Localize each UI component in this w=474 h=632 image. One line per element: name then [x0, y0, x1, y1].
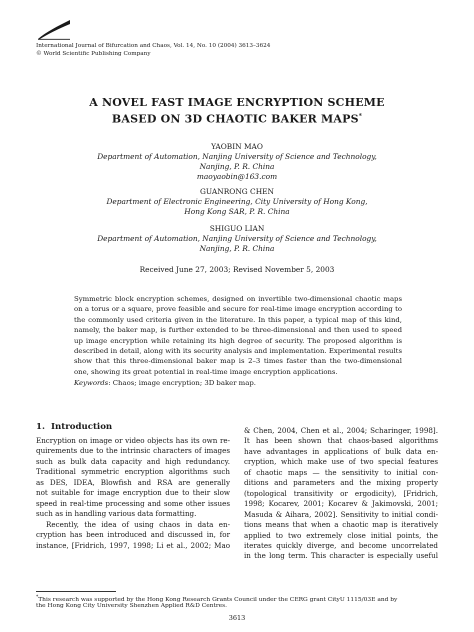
text-line: instance, [Fridrich, 1997, 1998; Li et al., 2002; Mao — [36, 540, 230, 550]
text-line: Traditional symmetric encryption algorithms such — [36, 467, 230, 477]
author-affiliation: Department of Automation, Nanjing University of Science and Technology, — [97, 234, 377, 243]
text-line: Masuda & Aihara, 2002]. Sensitivity to initial condi- — [244, 509, 438, 519]
text-line: such as in handling various data formatting. — [36, 509, 197, 519]
author-name: YAOBIN MAO — [211, 142, 263, 151]
text-line: not suitable for image encryption due to their slow — [36, 488, 230, 498]
journal-citation: International Journal of Bifurcation and Chaos, Vol. 14, No. 10 (2004) 3613–3624 — [36, 43, 271, 49]
section-number: 1. — [36, 422, 45, 432]
paper-title-line-2: BASED ON 3D CHAOTIC BAKER MAPS* — [111, 112, 363, 126]
text-line: cryption, which make use of two special features — [244, 457, 438, 467]
text-line: as DES, IDEA, Blowfish and RSA are generally — [36, 477, 230, 487]
copyright-line: © World Scientific Publishing Company — [36, 51, 151, 57]
section-heading — [36, 422, 112, 432]
text-line: ditions and parameters and the mixing property — [244, 478, 438, 488]
publisher-logo — [36, 18, 72, 40]
page-number: 3613 — [228, 614, 246, 622]
text-line: quirements due to the intrinsic characters of images — [36, 446, 230, 456]
text-line: Encryption on image or video objects has its own re- — [36, 436, 230, 445]
text-line: (topological transitivity or ergodicity), [Fridrich, — [244, 488, 438, 498]
keywords-text: : Chaos; image encryption; 3D baker map. — [108, 379, 256, 387]
title-footnote-mark: * — [358, 113, 363, 120]
keywords-label: Keywords — [74, 379, 109, 387]
text-line: tions means that when a chaotic map is iteratively — [244, 520, 438, 530]
author-affiliation: Department of Automation, Nanjing University of Science and Technology, — [97, 152, 377, 161]
right-column — [244, 426, 438, 562]
text-line: of chaotic maps — the sensitivity to initial con- — [244, 467, 438, 477]
author-affiliation: Department of Electronic Engineering, City University of Hong Kong, — [106, 197, 368, 206]
text-line: 1998; Kocarev, 2001; Kocarev & Jakimovski, 2001; — [244, 499, 438, 509]
footnote-mark: * — [36, 595, 39, 600]
author-affiliation: Hong Kong SAR, P. R. China — [184, 207, 290, 216]
footnote-rule — [36, 591, 116, 592]
paper-title-line-1: A NOVEL FAST IMAGE ENCRYPTION SCHEME — [89, 96, 385, 109]
section-title: Introduction — [50, 422, 113, 432]
text-line: have advantages in applications of bulk data en- — [244, 446, 438, 456]
received-dates: Received June 27, 2003; Revised November 5, 2003 — [139, 265, 335, 274]
text-line: speed in real-time processing and some other issues — [36, 498, 230, 508]
text-line: It has been shown that chaos-based algorithms — [244, 436, 438, 446]
footnote-continuation: the Hong Kong City University Shenzhen Applied R&D Centres. — [36, 603, 228, 609]
author-email[interactable]: maoyaobin@163.com — [196, 172, 278, 181]
text-line: cryption has been introduced and discussed in, for — [36, 530, 230, 540]
text-line: & Chen, 2004, Chen et al., 2004; Scharinger, 1998]. — [244, 426, 438, 435]
keywords — [74, 378, 402, 388]
text-line: applied to two extremely close initial points, the — [244, 530, 438, 540]
author-name: SHIGUO LIAN — [209, 224, 265, 233]
text-line: in the long term. This character is especially useful — [244, 551, 438, 561]
text-line: such as bulk data capacity and high redundancy. — [36, 456, 230, 466]
text-line: Recently, the idea of using chaos in data en- — [46, 519, 230, 529]
footnote-line: This research was supported by the Hong Kong Research Grants Council under the CERG grant CityU 1115/03E and by — [38, 596, 398, 603]
abstract: Symmetric block encryption schemes, designed on invertible two-dimensional chaotic maps on a torus or a square, prove feasible and secure for real-time image encryption according to the commonly used criteria given in the literature. In this paper, a typical map of this kind, namely, the baker map, is further extended to be three-dimensional and then used to speed up image encryption while retaining its high degree of security. The proposed algorithm is described in detail, along with its security analysis and implementation. Experimental results show that this three-dimensional baker map is 2–3 times faster than the two-dimensional one, showing its great potential in real-time image encryption applications. — [74, 295, 402, 376]
author-affiliation: Nanjing, P. R. China — [199, 244, 275, 253]
left-column — [36, 436, 230, 551]
text-line: iterates quickly diverge, and become uncorrelated — [244, 540, 438, 550]
author-affiliation: Nanjing, P. R. China — [199, 162, 275, 171]
author-name: GUANRONG CHEN — [199, 187, 274, 196]
